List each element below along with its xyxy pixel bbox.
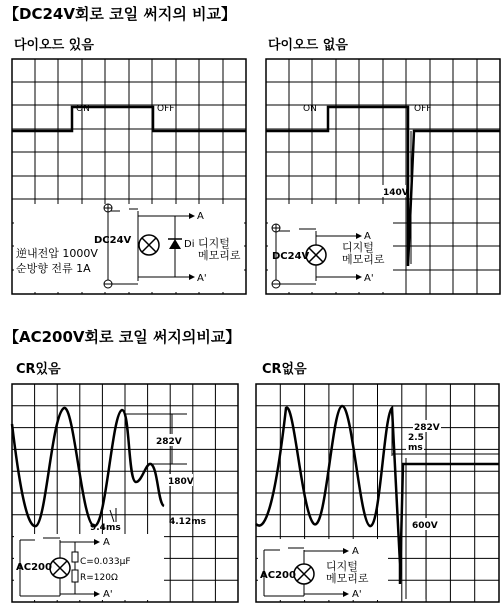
label-memory-2: 메모리로 xyxy=(198,249,241,262)
panel-without-diode xyxy=(266,59,500,294)
label-v2: 600V xyxy=(412,521,438,531)
label-supply: DC24V xyxy=(272,251,310,262)
label-t1: 9.4ms xyxy=(90,523,121,533)
caption-without-cr: CR없음 xyxy=(262,362,307,377)
label-off: OFF xyxy=(157,104,175,114)
label-memory-1: 디지털 xyxy=(198,237,230,250)
resistor-icon xyxy=(72,570,78,582)
label-node-a2: A' xyxy=(352,589,362,600)
label-diode: Di xyxy=(184,239,195,250)
section-title-dc24v: 【DC24V회로 코일 써지의 비교】 xyxy=(4,5,237,23)
caption-with-cr: CR있음 xyxy=(16,362,61,377)
label-spec-1: 逆내전압 1000V xyxy=(16,247,98,260)
label-t1: 2.5 xyxy=(408,433,424,443)
label-memory-2: 메모리로 xyxy=(342,253,385,266)
label-memory-1: 디지털 xyxy=(326,560,358,573)
label-on: ON xyxy=(76,104,90,114)
label-on: ON xyxy=(303,104,317,114)
label-node-a: A xyxy=(103,537,110,548)
label-node-a: A xyxy=(352,546,359,557)
panel-without-cr xyxy=(256,384,499,602)
label-t1-unit: ms xyxy=(408,443,423,453)
label-spec-2: 순방향 전류 1A xyxy=(16,262,91,275)
panel-with-cr xyxy=(12,384,238,602)
label-node-a: A xyxy=(197,211,204,222)
label-off: OFF xyxy=(414,104,432,114)
panel-with-diode xyxy=(12,59,246,294)
caption-with-diode: 다이오드 있음 xyxy=(14,38,94,53)
label-memory-2: 메모리로 xyxy=(326,572,369,585)
label-v1: 282V xyxy=(156,437,182,447)
label-node-a2: A' xyxy=(197,273,207,284)
label-resistor: R=120Ω xyxy=(80,573,118,583)
caption-without-diode: 다이오드 없음 xyxy=(268,38,348,53)
label-memory-1: 디지털 xyxy=(342,241,374,254)
label-spike: 140V xyxy=(383,188,409,198)
label-v2: 180V xyxy=(168,477,194,487)
label-t2: 4.12ms xyxy=(169,517,206,527)
label-supply: DC24V xyxy=(94,235,132,246)
label-node-a2: A' xyxy=(103,589,113,600)
label-supply: AC200 xyxy=(16,562,52,573)
section-title-ac200v: 【AC200V회로 코일 써지의비교】 xyxy=(4,328,241,346)
label-node-a2: A' xyxy=(364,273,374,284)
capacitor-icon xyxy=(72,552,78,562)
label-supply: AC200 xyxy=(260,570,296,581)
label-v1: 282V xyxy=(414,423,440,433)
label-node-a: A xyxy=(364,231,371,242)
label-capacitor: C=0.033μF xyxy=(80,557,131,567)
